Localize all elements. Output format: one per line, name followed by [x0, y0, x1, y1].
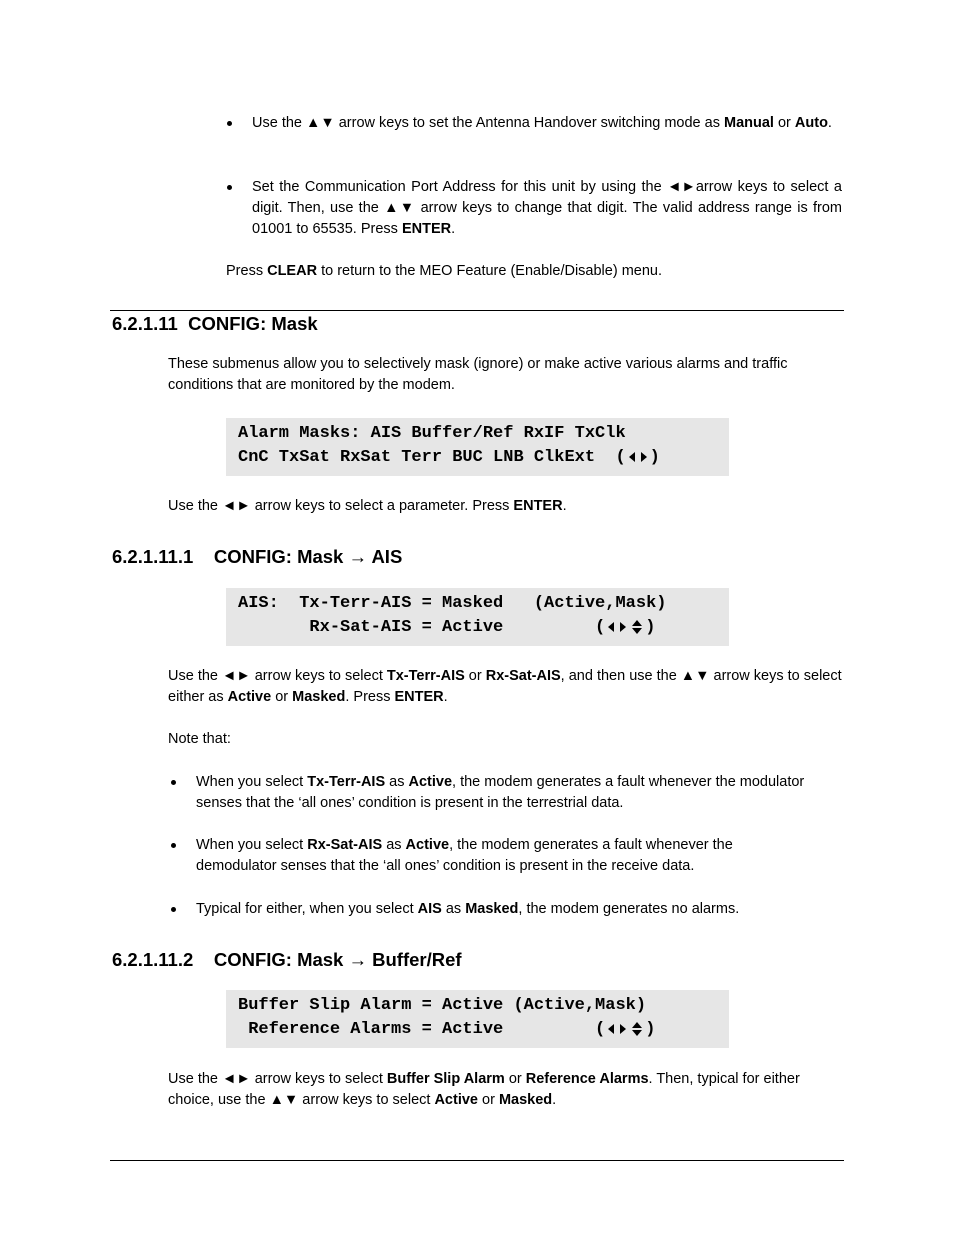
- lcd-line-1: AIS: Tx-Terr-AIS = Masked (Active,Mask): [238, 594, 667, 613]
- lcd-line-2: Rx-Sat-AIS = Active ( ): [238, 618, 656, 637]
- right-arrow-icon: [620, 622, 626, 632]
- mask-instruction-text: Use the ◄► arrow keys to select a parameter. Press ENTER.: [168, 498, 567, 514]
- footer-divider: [110, 1160, 844, 1161]
- lcd-line-1: Buffer Slip Alarm = Active (Active,Mask): [238, 996, 647, 1015]
- lcd-line-1: Alarm Masks: AIS Buffer/Ref RxIF TxClk: [238, 424, 626, 443]
- lcd-line-2: CnC TxSat RxSat Terr BUC LNB ClkExt ( ): [238, 448, 660, 467]
- lcd-display-mask: [226, 418, 729, 476]
- section-divider: [110, 310, 844, 311]
- left-arrow-icon: [608, 622, 614, 632]
- note-text: Note that:: [168, 731, 231, 747]
- up-down-arrow-icon: [632, 620, 642, 634]
- right-arrow-icon: [620, 1024, 626, 1034]
- left-arrow-icon: [608, 1024, 614, 1034]
- ais-instruction-text: Use the ◄► arrow keys to select Tx-Terr-AIS or Rx-Sat-AIS, and then use the ▲▼ arrow keys to select either as Active or Masked. Press ENTER.: [168, 668, 842, 705]
- lcd-display-buffer-ref: [226, 990, 729, 1048]
- mask-intro-text: These submenus allow you to selectively mask (ignore) or make active various alarms and traffic conditions that are monitored by the modem.: [168, 356, 788, 393]
- press-clear-text: Press CLEAR to return to the MEO Feature (Enable/Disable) menu.: [226, 263, 662, 279]
- lcd-line-2: Reference Alarms = Active ( ): [238, 1020, 656, 1039]
- section-heading-ais: 6.2.1.11.1 CONFIG: Mask → AIS: [112, 546, 403, 567]
- section-heading-mask: 6.2.1.11 CONFIG: Mask: [112, 313, 318, 334]
- left-arrow-icon: [629, 452, 635, 462]
- buffer-instruction-text: Use the ◄► arrow keys to select Buffer Slip Alarm or Reference Alarms. Then, typical for either choice, use the ▲▼ arrow keys to select Active or Masked.: [168, 1071, 800, 1108]
- lcd-display-ais: [226, 588, 729, 646]
- up-down-arrow-icon: [632, 1022, 642, 1036]
- section-heading-buffer-ref: 6.2.1.11.2 CONFIG: Mask → Buffer/Ref: [112, 949, 462, 970]
- right-arrow-icon: [641, 452, 647, 462]
